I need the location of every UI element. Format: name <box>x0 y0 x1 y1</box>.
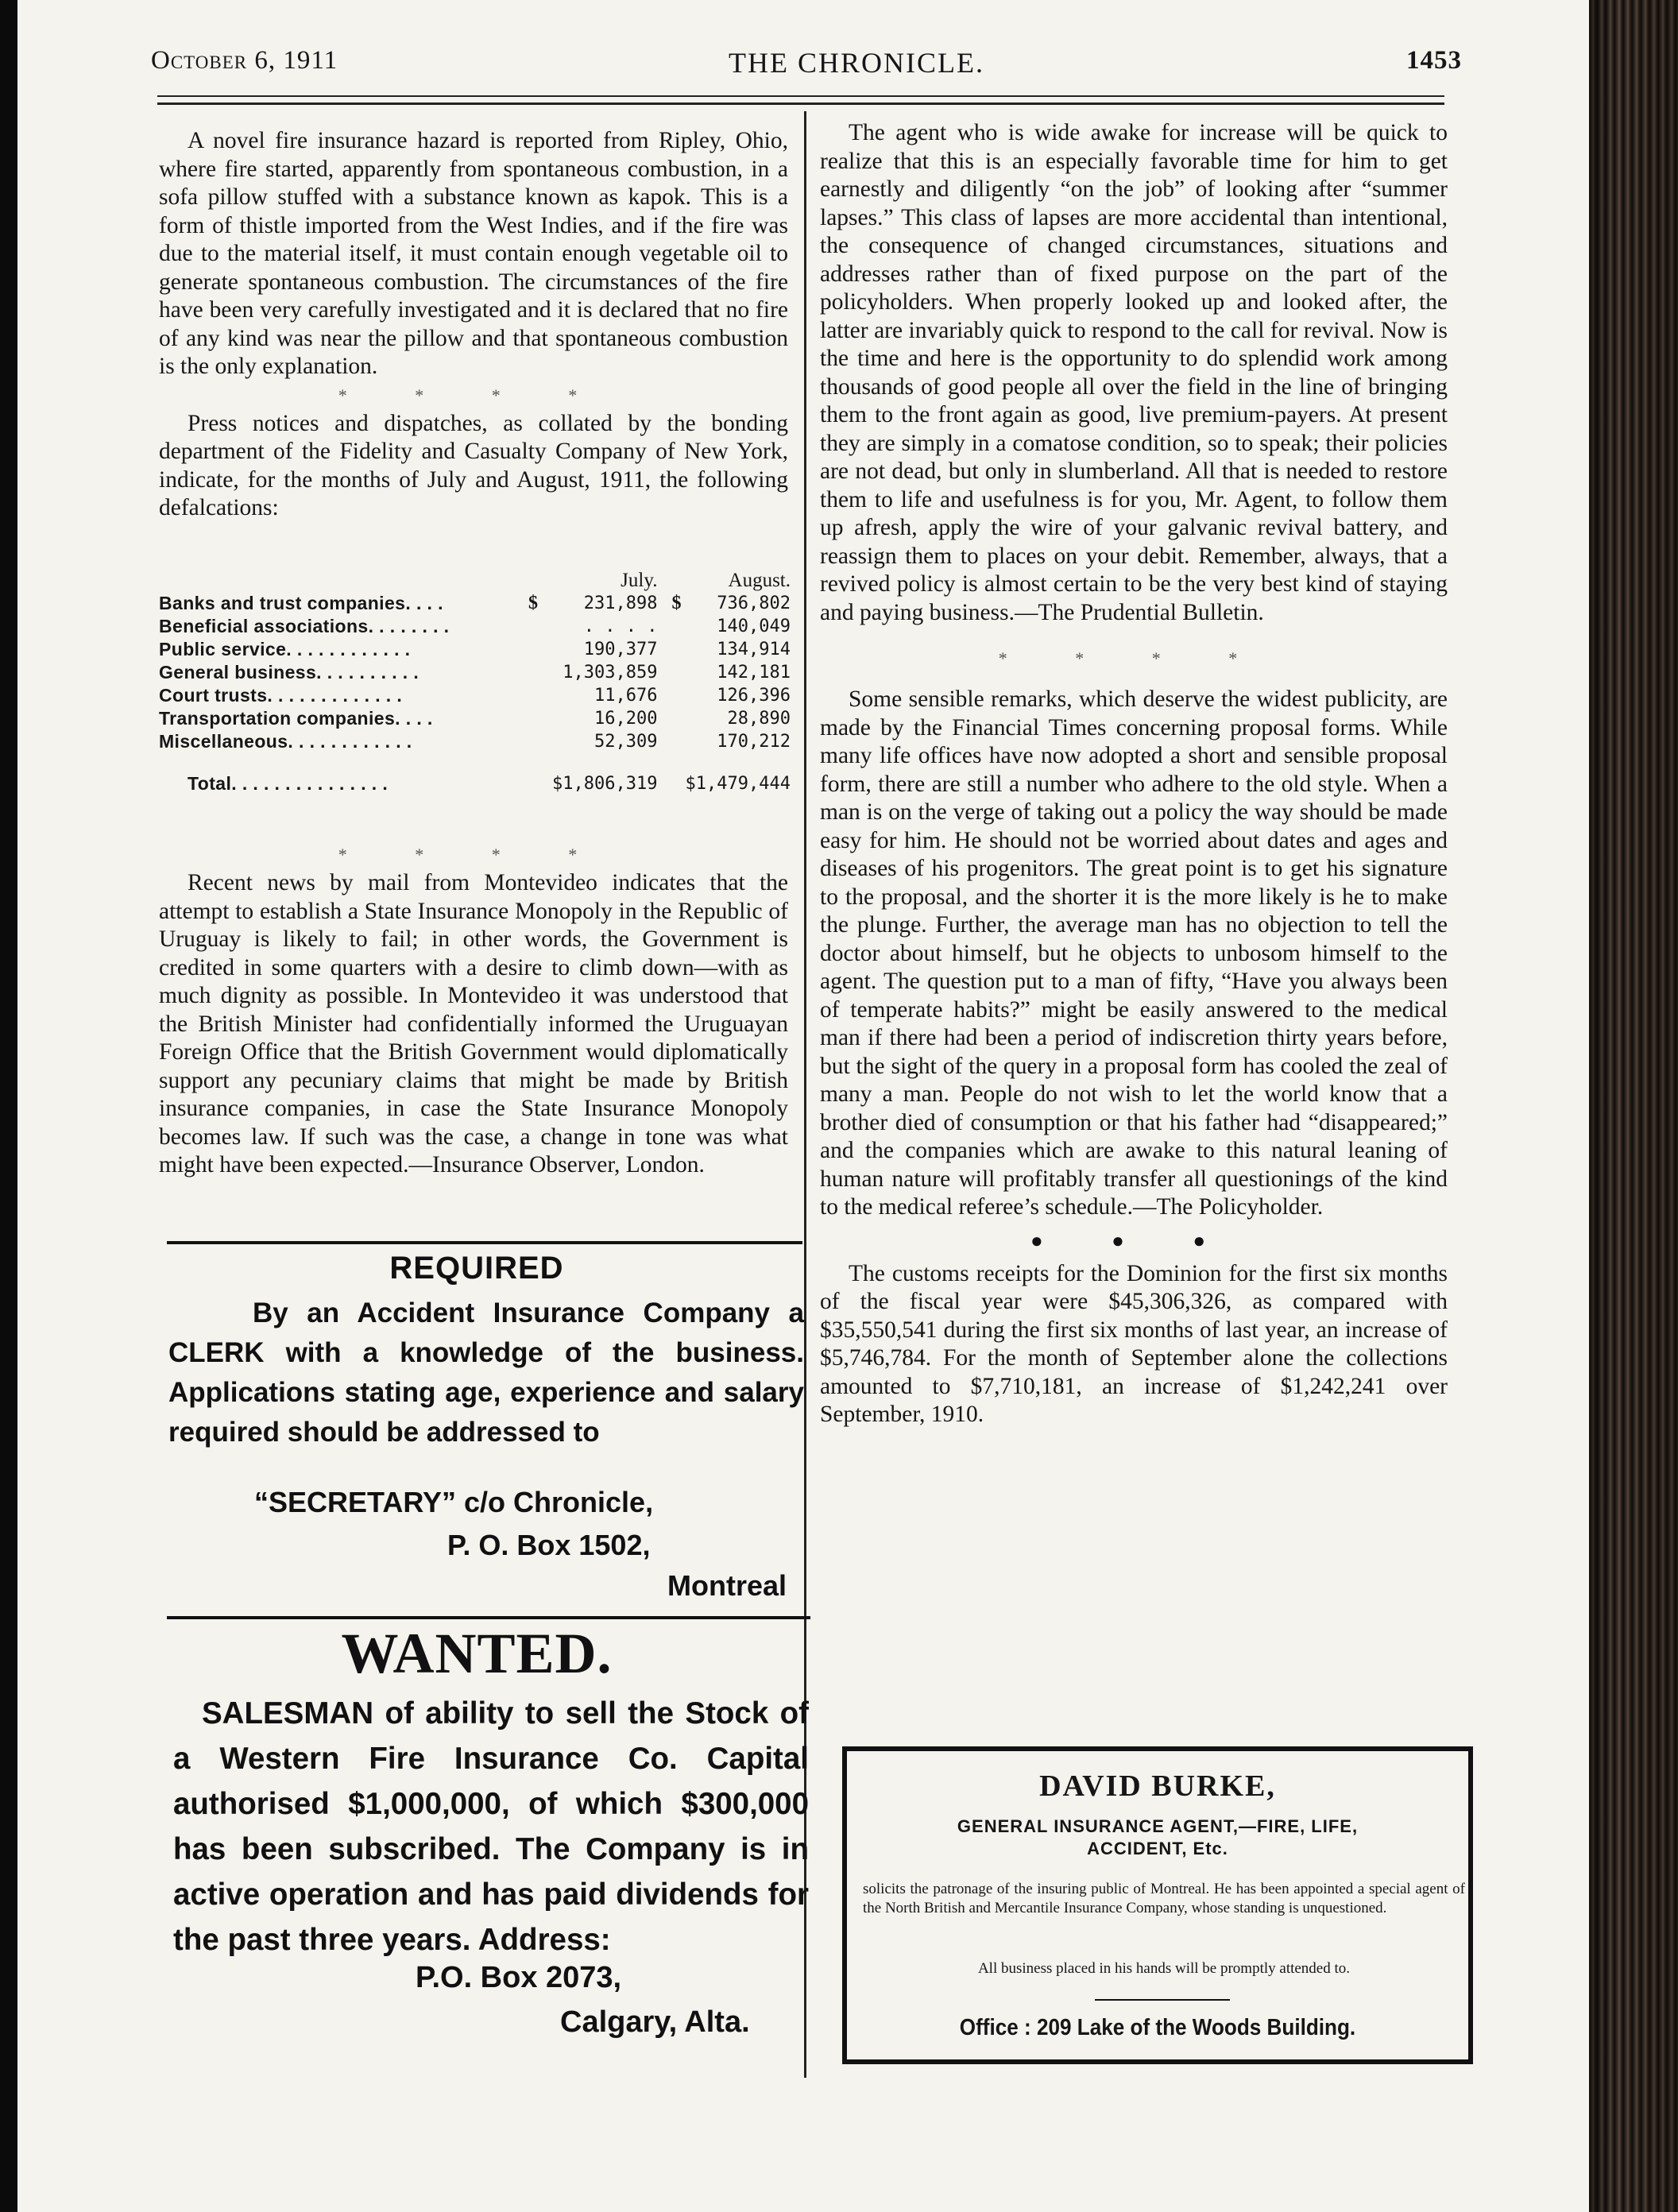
book-spine <box>1589 0 1678 2212</box>
row-label: General business. . . . . . . . . . <box>159 662 420 683</box>
ad-burke-text-line2: All business placed in his hands will be promptly attended to. <box>977 1960 1351 1977</box>
header-rule-double <box>157 102 1444 105</box>
header-date: October 6, 1911 <box>151 46 338 75</box>
ad-burke-text: solicits the patronage of the insuring public of Montreal. He has been appointed a special agent of the North British and Mercantile Insurance Company, whose standing is unquestioned. <box>863 1881 1465 1916</box>
august-value: 170,212 <box>717 732 791 752</box>
ad-required-title: REQUIRED <box>389 1251 564 1286</box>
currency-symbol <box>520 707 538 730</box>
currency-symbol: $ <box>528 593 539 613</box>
ad-burke-office: Office : 209 Lake of the Woods Building. <box>959 2015 1356 2040</box>
row-label: Banks and trust companies. . . . <box>159 593 443 613</box>
august-value: 28,890 <box>727 709 791 729</box>
total-august: $1,479,444 <box>685 774 791 794</box>
august-value: 142,181 <box>717 663 791 683</box>
row-label: Miscellaneous. . . . . . . . . . . . <box>159 731 412 752</box>
ad-rule <box>167 1616 810 1619</box>
ad-required-address-line1: “SECRETARY” c/o Chronicle, <box>254 1486 654 1518</box>
section-divider: ● ● ● <box>1030 1228 1238 1252</box>
august-value: 736,802 <box>717 594 791 613</box>
article-summer-lapses: The agent who is wide awake for increase will be quick to realize that this is an especially favorable time for him to get earnestly and diligently “on the job” of looking after “summer lapses.” This class of lapses are more accidental than intentional, the consequence of changed circumstances, situations and addresses rather than of fixed purpose on the part of the policyholders. When properly looked up and looked after, the latter are invariably quick to respond to the call for revival. Now is the time and here is the opportunity to do splendid work among thousands of good people all over the field in the line of bringing them to the front again as good, live premium-payers. At present they are simply in a comatose condition, so to speak; their policies are not dead, but only in slumberland. All that is needed to restore them to life and usefulness is for you, Mr. Agent, to follow them up afresh, apply the wire of your galvanic revival battery, and reassign them to places on your debit. Remember, always, that a revived policy is almost certain to be the very best kind of staying and paying business.—The Prudential Bulletin. <box>820 120 1448 625</box>
ad-david-burke <box>842 1746 1473 2064</box>
header-rule <box>157 95 1444 97</box>
table-row-total <box>159 753 791 795</box>
ad-burke-role: GENERAL INSURANCE AGENT,—FIRE, LIFE, <box>957 1816 1359 1836</box>
ad-wanted-address-line2: Calgary, Alta. <box>560 2005 750 2039</box>
section-divider: * * * * <box>338 845 609 864</box>
july-value: 190,377 <box>583 640 658 659</box>
currency-symbol <box>520 661 538 684</box>
july-value: . . . . <box>583 617 658 636</box>
currency-symbol <box>520 615 538 638</box>
ad-burke-rule <box>1095 1999 1230 2001</box>
article-kapok: A novel fire insurance hazard is reported from Ripley, Ohio, where fire started, apparently from spontaneous combustion, in a sofa pillow stuffed with a substance known as kapok. This is a form of thistle imported from the West Indies, and if the fire was due to the material itself, it must contain enough vegetable oil to generate spontaneous combustion. The circumstances of the fire have been very carefully investigated and it is declared that no fire of any kind was near the pillow and that spontaneous combustion is the only explanation. <box>159 128 788 379</box>
currency-symbol <box>663 615 681 638</box>
defalcations-table <box>159 569 791 795</box>
table-row <box>159 615 791 638</box>
table-row <box>159 730 791 753</box>
total-july: $1,806,319 <box>552 774 658 794</box>
article-proposal-forms: Some sensible remarks, which deserve the widest publicity, are made by the Financial Times concerning proposal forms. While many life offices have now adopted a short and sensible proposal form, there are still a number who adhere to the old style. When a man is on the verge of taking out a policy the way should be made easy for him. He should not be worried about dates and ages and diseases of his progenitors. The great point is to get his signature to the proposal, and the shorter it is the more likely is he to make the plunge. Further, the average man has no objection to tell the doctor about himself, but he objects to unbosom himself to the agent. The question put to a man of fifty, “Have you always been of temperate habits?” might be easily answered to the medical man if there had been a period of indiscretion thirty years before, but the sight of the query in a proposal form has cooled the zeal of many a man. People do not wish to let the world know that a brother died of consumption or that his father had “disappeared;” and the companies which are awake to this natural leaning of human nature will profitably transfer all questionings of the kind to the medical referee’s schedule.—The Policyholder. <box>820 686 1448 1220</box>
section-divider: * * * * <box>998 648 1270 668</box>
article-customs-receipts: The customs receipts for the Dominion for the first six months of the fiscal year were $45,306,326, as compared with $35,550,541 during the first six months of last year, an increase of $5,746,784. For the month of September alone the collections amounted to $7,710,181, an increase of $1,242,241 over September, 1910. <box>820 1260 1448 1427</box>
row-label: Beneficial associations. . . . . . . . <box>159 616 450 636</box>
july-value: 16,200 <box>593 709 658 729</box>
ad-wanted-body: SALESMAN of ability to sell the Stock of a Western Fire Insurance Co. Capital authorised $1,000,000, of which $300,000 has been subscribed. The Company is in active operation and has paid dividends for the past three years. Address: <box>173 1696 809 1957</box>
currency-symbol <box>663 707 681 730</box>
august-value: 134,914 <box>717 640 791 659</box>
table-row <box>159 661 791 684</box>
column-header-august: August. <box>728 570 791 591</box>
ad-burke-name: DAVID BURKE, <box>1039 1769 1276 1803</box>
currency-symbol <box>663 730 681 753</box>
currency-symbol <box>663 661 681 684</box>
ad-wanted-address-line1: P.O. Box 2073, <box>416 1961 622 1994</box>
july-value: 52,309 <box>593 732 658 752</box>
currency-symbol <box>520 730 538 753</box>
row-label: Transportation companies. . . . <box>159 708 433 729</box>
ad-rule <box>167 1241 802 1244</box>
ad-burke-role-line2: ACCIDENT, Etc. <box>1087 1839 1228 1858</box>
ad-required-address-line3: Montreal <box>667 1569 787 1602</box>
page-number: 1453 <box>1406 46 1462 75</box>
july-value: 11,676 <box>593 686 658 706</box>
august-value: 140,049 <box>717 617 791 636</box>
table-row <box>159 638 791 661</box>
currency-symbol <box>663 684 681 707</box>
table-row <box>159 592 791 615</box>
currency-symbol <box>663 638 681 661</box>
total-label: Total. . . . . . . . . . . . . . . <box>188 773 389 794</box>
right-column <box>820 119 1448 1429</box>
ad-required-body: By an Accident Insurance Company a CLERK with a knowledge of the business. Applications stating age, experience and salary required should be addressed to <box>168 1297 804 1448</box>
table-row <box>159 684 791 707</box>
column-header-july: July. <box>621 570 658 591</box>
currency-symbol <box>520 684 538 707</box>
header-title: THE CHRONICLE. <box>729 47 984 79</box>
july-value: 1,303,859 <box>563 663 658 683</box>
article-defalcations-intro: Press notices and dispatches, as collated by the bonding department of the Fidelity and Casualty Company of New York, indicate, for the months of July and August, 1911, the following defalcations: <box>159 410 788 520</box>
currency-symbol: $ <box>671 593 682 613</box>
july-value: 231,898 <box>583 594 658 613</box>
table-row <box>159 707 791 730</box>
left-column-lower <box>159 841 788 1180</box>
currency-symbol <box>520 638 538 661</box>
august-value: 126,396 <box>717 686 791 706</box>
article-uruguay: Recent news by mail from Montevideo indicates that the attempt to establish a State Insurance Monopoly in the Republic of Uruguay is likely to fail; in other words, the Government is credited in some quarters with a desire to climb down—with as much dignity as possible. In Montevideo it was understood that the British Minister had confidentially informed the Uruguayan Foreign Office that the British Government would diplomatically support any pecuniary claims that might be made by British insurance companies, in case the State Insurance Monopoly becomes law. If such was the case, a change in tone was what might have been expected.—Insurance Observer, London. <box>159 870 788 1178</box>
row-label: Court trusts. . . . . . . . . . . . . <box>159 685 403 706</box>
left-column <box>159 127 788 523</box>
ad-required-address-line2: P. O. Box 1502, <box>447 1529 651 1561</box>
ad-wanted-title: WANTED. <box>341 1622 613 1685</box>
section-divider: * * * * <box>338 385 609 405</box>
row-label: Public service. . . . . . . . . . . . <box>159 639 411 659</box>
